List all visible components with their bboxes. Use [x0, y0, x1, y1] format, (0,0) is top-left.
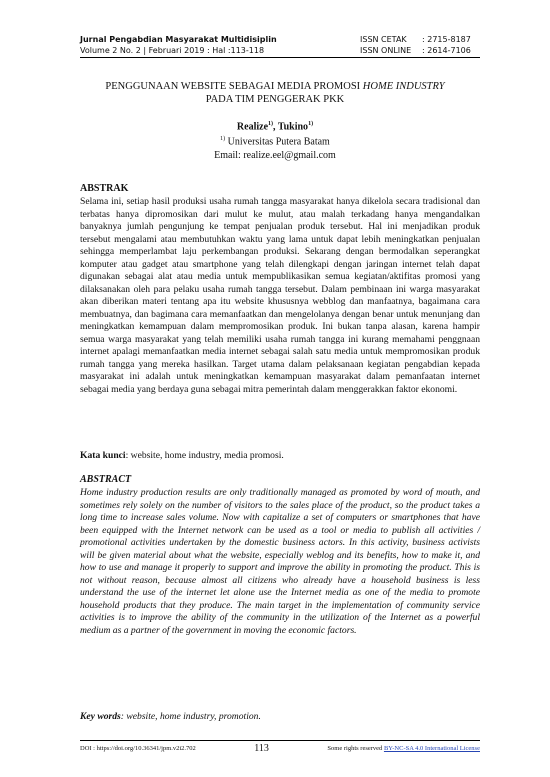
author-block [70, 118, 480, 162]
title-line1-italic: HOME INDUSTRY [362, 81, 445, 92]
issn-online [360, 45, 480, 56]
key-words-label: Key words [80, 711, 121, 722]
license-text: Some rights reserved BY-NC-SA 4.0 International License [327, 745, 480, 752]
title-line1: PENGGUNAAN WEBSITE SEBAGAI MEDIA PROMOSI [105, 81, 363, 92]
affiliation: $^{1)}$ Universitas Putera Batam [220, 136, 330, 148]
issn-cetak-value: : 2715-8187 [422, 35, 471, 44]
license-link[interactable]: BY-NC-SA 4.0 International License [383, 745, 480, 752]
title-line2: PADA TIM PENGGERAK PKK [205, 94, 345, 105]
abstrak-heading: ABSTRAK [80, 183, 129, 194]
author-names: Realize$^{1)}$, Tukino$^{1)}$ [236, 121, 314, 133]
doi-link[interactable]: DOI : https://doi.org/10.36341/jpm.v2i2.702 [80, 745, 196, 752]
header-divider [80, 57, 480, 58]
keywords-label: Kata kunci [80, 450, 126, 461]
keywords-value: : website, home industry, media promosi. [125, 450, 284, 461]
abstract-text: Home industry production results are only traditionally managed as promoted by word of mouth, and sometimes rely solely on the number of visitors to the sales place of the product, so the product takes a long time to increase sales volume. Now with capitalize a set of computers or smartphones that have been equipped with the Internet network can be used as a tool or media to publish all activities / promotional activities undertaken by the domestic business actors. In this activity, business activists will be given material about what the website, especially weblog and its benefits, how to make it, and how to use and manage it properly to support and improve the ability in promoting the product. This is not without reason, because almost all citizens who already have a household business is less understand the use of the internet let alone use the Internet media as one of the media to promote household products that they produce. The main target in the implementation of community service activities is to improve the ability of the community in the utilization of the Internet as a powerful medium as a partner of the government in moving the economic factors. [80, 487, 480, 636]
issn-online-value: : 2614-7106 [422, 46, 471, 55]
footer-divider [80, 740, 480, 741]
author-email: Email: realize.eel@gmail.com [214, 149, 336, 161]
key-words-value: : website, home industry, promotion. [120, 711, 261, 722]
page-footer [80, 743, 480, 754]
abstrak-text: Selama ini, setiap hasil produksi usaha rumah tangga masyarakat hanya dikelola secara tradisional dan terbatas hanya dipromosikan dari mulut ke mulut, atau malah terkadang hanya mengandalkan banyaknya jumlah pengunjung ke tempat penjualan produk tersebut. Hal ini menjadikan produk tersebut mengalami atau membutuhkan waktu yang lama untuk dapat lebih meningkatkan penjualan sehingga memperlambat laju perkembangan produksi. Sekarang dengan bermodalkan seperangkat komputer atau gadget atau smartphone yang telah dilengkapi dengan jaringan internet telah dapat digunakan sebagai alat atau media untuk mempublikasikan semua kegiatan/aktifitas promosi yang dilaksanakan oleh para pelaku usaha rumah tangga tersebut. Dalam pembinaan ini warga masyarakat akan diberikan materi tentang apa itu website khususnya webblog dan manfaatnya, bagaimana cara membuatnya, dan bagimana cara memanfaatkan dan mengelolanya dengan benar untuk menunjang dan meningkatkan kemampuan dalam mempromosikan produk. Ini bukan tanpa alasan, karena hampir semua warga masyarakat yang telah memiliki usaha rumah tangga ini kurang memahami penggnaan internet apalagi memanfaatkan media internet sebagai salah satu media untuk mempromosikan produk rumah tangga yang mereka hasilkan. Target utama dalam pelaksanaan kegiatan pengabdian kepada masyarakat ini adalah untuk meningkatkan kemampuan masyarakat dalam pemanfaatan internet sebagai media yang berdaya guna sebagai mitra pemerintah dalam menggerakkan faktor ekonomi. [80, 196, 480, 395]
issn-online-label: ISSN ONLINE [360, 46, 412, 55]
issn-cetak-label: ISSN CETAK [360, 35, 407, 44]
abstrak-keywords [80, 450, 480, 463]
issn-cetak [360, 34, 480, 45]
paper-title [70, 80, 480, 106]
journal-name: Jurnal Pengabdian Masyarakat Multidisiplin [80, 35, 277, 44]
abstract-keywords [80, 711, 480, 724]
page-number: 113 [254, 743, 269, 754]
abstract-heading: ABSTRACT [80, 474, 132, 485]
volume-info: Volume 2 No. 2 | Februari 2019 : Hal :113-118 [80, 46, 265, 55]
running-header [80, 34, 480, 56]
